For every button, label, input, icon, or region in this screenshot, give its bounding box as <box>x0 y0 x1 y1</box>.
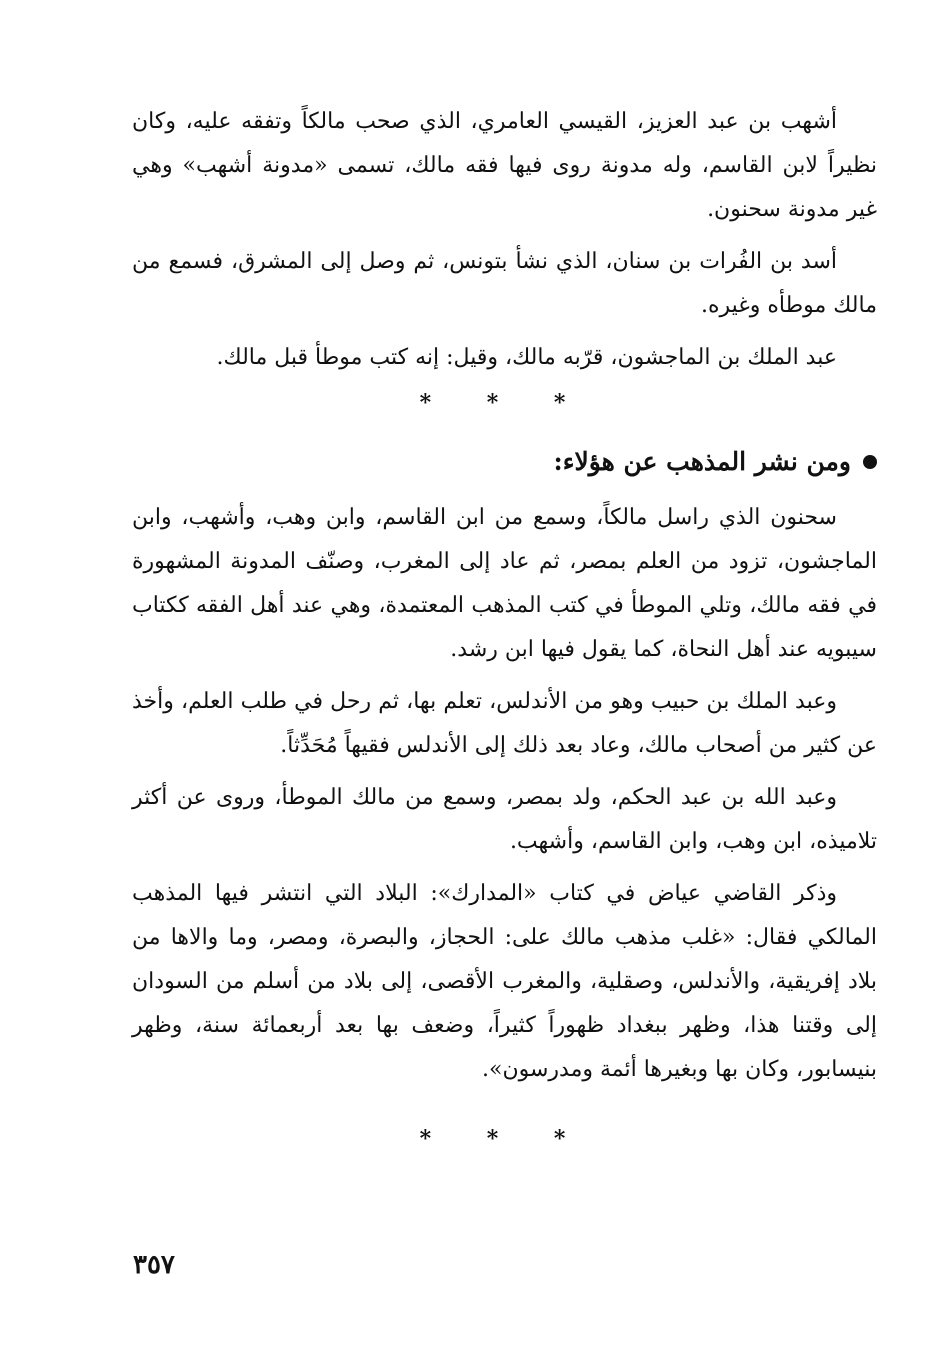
paragraph-qadi-iyad: وذكر القاضي عياض في كتاب «المدارك»: البلاد التي انتشر فيها المذهب المالكي فقال: «غلب مذهب مالك على: الحجاز، والبصرة، ومصر، وما والاها من بلاد إفريقية، والأندلس، وصقلية، والمغرب الأقصى، إلى بلاد من أسلم من السودان إلى وقتنا هذا، وظهر ببغداد ظهوراً كثيراً، وضعف بها بعد أربعمائة سنة، وظهر بنيسابور، وكان بها وبغيرها أئمة ومدرسون». <box>132 881 877 1082</box>
paragraph-majishun: عبد الملك بن الماجشون، قرّبه مالك، وقيل: إنه كتب موطأ قبل مالك. <box>216 345 837 370</box>
section-heading-text: ومن نشر المذهب عن هؤلاء: <box>553 447 851 476</box>
page-body <box>132 100 877 1300</box>
page-number: ٣٥٧ <box>133 1250 175 1280</box>
paragraph-asad: أسد بن الفُرات بن سنان، الذي نشأ بتونس، ثم وصل إلى المشرق، فسمع من مالك موطأه وغيره. <box>132 249 877 318</box>
bullet-icon <box>863 455 877 469</box>
paragraph-sahnun: سحنون الذي راسل مالكاً، وسمع من ابن القاسم، وابن وهب، وأشهب، وابن الماجشون، تزود من العلم بمصر، ثم عاد إلى المغرب، وصنّف المدونة المشهورة في فقه مالك، وتلي الموطأ في كتب المذهب المعتمدة، وهي عند أهل الفقه ككتاب سيبويه عند أهل النحاة، كما يقول فيها ابن رشد. <box>132 505 877 662</box>
paragraph-ibn-habib: وعبد الملك بن حبيب وهو من الأندلس، تعلم بها، ثم رحل في طلب العلم، وأخذ عن كثير من أصحاب مالك، وعاد بعد ذلك إلى الأندلس فقيهاً مُحَدِّثاً. <box>132 689 877 758</box>
paragraph-ashhab: أشهب بن عبد العزيز، القيسي العامري، الذي صحب مالكاً وتفقه عليه، وكان نظيراً لابن القاسم، وله مدونة روى فيها فقه مالك، تسمى «مدونة أشهب» وهي غير مدونة سحنون. <box>132 109 877 222</box>
end-separator: * * * <box>419 1126 590 1152</box>
section-heading <box>132 438 877 486</box>
paragraph-ibn-abd-al-hakam: وعبد الله بن عبد الحكم، ولد بمصر، وسمع من مالك الموطأ، وروى عن أكثر تلاميذه، ابن وهب، وابن القاسم، وأشهب. <box>132 785 877 854</box>
section-separator: * * * <box>419 390 590 416</box>
